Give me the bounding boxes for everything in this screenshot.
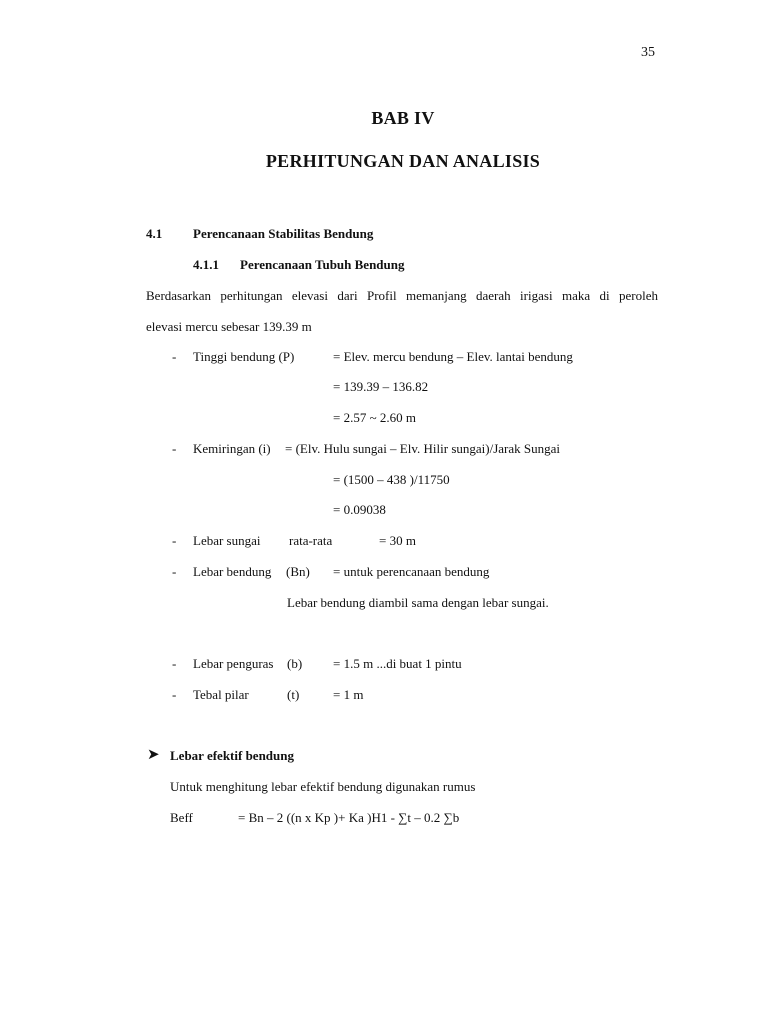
efektif-heading: Lebar efektif bendung [170, 748, 294, 763]
intro-line-1: Berdasarkan perhitungan elevasi dari Profil memanjang daerah irigasi maka di peroleh [146, 288, 658, 303]
chapter-heading: BAB IV [371, 108, 435, 128]
lebar-sungai-label-2: rata-rata [289, 533, 333, 548]
bullet-dash: - [172, 441, 177, 456]
section-number: 4.1 [146, 226, 163, 241]
kemiringan-label: Kemiringan (i) [193, 441, 271, 456]
section-title: Perencanaan Stabilitas Bendung [193, 226, 374, 241]
kemiringan-eq-2: = (1500 – 438 )/11750 [333, 472, 450, 487]
bullet-dash: - [172, 656, 177, 671]
tinggi-eq-2: = 139.39 – 136.82 [333, 379, 429, 394]
lebar-sungai-label: Lebar sungai [193, 533, 261, 548]
bullet-dash: - [172, 349, 177, 364]
arrow-bullet-icon: ➤ [147, 747, 160, 763]
tebal-pilar-label: Tebal pilar [193, 687, 249, 702]
tinggi-label: Tinggi bendung (P) [193, 349, 295, 364]
bullet-dash: - [172, 687, 177, 702]
tinggi-eq-1: = Elev. mercu bendung – Elev. lantai bendung [333, 349, 573, 364]
kemiringan-eq-3: = 0.09038 [333, 502, 386, 517]
bullet-dash: - [172, 564, 177, 579]
page-number: 35 [641, 45, 655, 60]
chapter-title: PERHITUNGAN DAN ANALISIS [265, 151, 541, 171]
tinggi-eq-3: = 2.57 ~ 2.60 m [333, 410, 416, 425]
tebal-pilar-eq: = 1 m [333, 687, 364, 702]
kemiringan-eq-1: = (Elv. Hulu sungai – Elv. Hilir sungai)/Jarak Sungai [285, 441, 560, 456]
lebar-penguras-eq: = 1.5 m ...di buat 1 pintu [333, 656, 462, 671]
subsection-title: Perencanaan Tubuh Bendung [240, 257, 405, 272]
lebar-penguras-label: Lebar penguras [193, 656, 274, 671]
intro-line-2: elevasi mercu sebesar 139.39 m [146, 319, 312, 334]
efektif-formula: = Bn – 2 ((n x Kp )+ Ka )H1 - ∑t – 0.2 ∑b [238, 810, 460, 825]
subsection-number: 4.1.1 [193, 257, 219, 272]
efektif-formula-label: Beff [170, 810, 193, 825]
tebal-pilar-label-2: (t) [287, 687, 300, 702]
lebar-bendung-note: Lebar bendung diambil sama dengan lebar sungai. [287, 595, 549, 610]
efektif-text: Untuk menghitung lebar efektif bendung digunakan rumus [170, 779, 476, 794]
lebar-bendung-eq: = untuk perencanaan bendung [333, 564, 490, 579]
bullet-dash: - [172, 533, 177, 548]
lebar-bendung-label: Lebar bendung [193, 564, 272, 579]
lebar-penguras-label-2: (b) [287, 656, 303, 671]
lebar-sungai-eq: = 30 m [379, 533, 416, 548]
lebar-bendung-label-2: (Bn) [286, 564, 310, 579]
